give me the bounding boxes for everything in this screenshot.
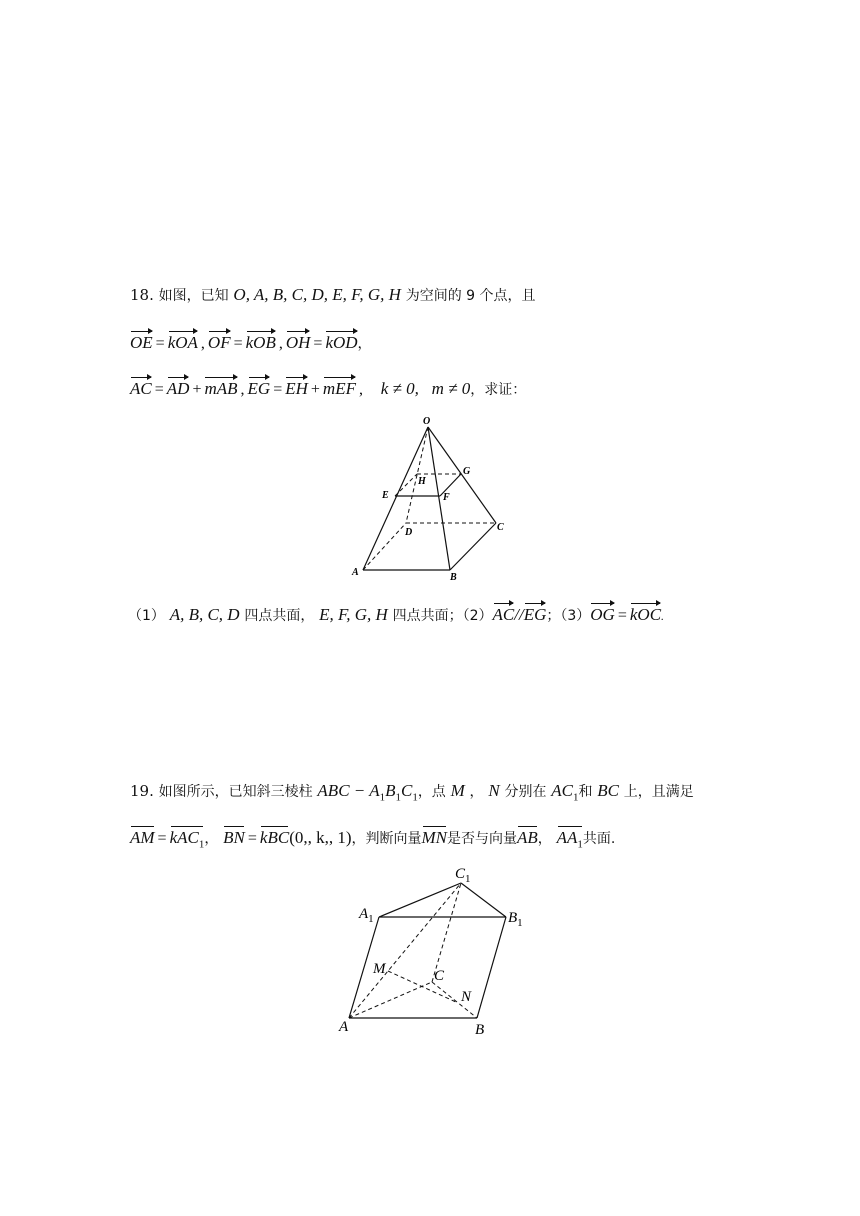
q1-text-1: 四点共面， xyxy=(244,608,315,624)
vector-EG-q2: EG xyxy=(524,600,547,626)
punct: ， xyxy=(357,336,372,352)
problem-18-questions: （1） A, B, C, D 四点共面， E, F, G, H 四点共面；（2）AC//EG；（3）OG = kOC. xyxy=(128,600,664,627)
label-N: N xyxy=(461,989,472,1005)
vector-EG: EG xyxy=(248,374,271,400)
punct: ， xyxy=(537,831,552,847)
prism-name: ABC − $A_1B_1C_1$ xyxy=(317,781,418,804)
parallel-symbol: // xyxy=(514,605,524,624)
label-D: D xyxy=(405,527,413,538)
problem-18-equations-1: OE = kOA , OF = kOB , OH = kOD， xyxy=(130,328,372,355)
vector-OH: OH xyxy=(286,328,311,354)
text-whether: 是否与向量 xyxy=(447,831,518,847)
k-range: (0,, k,, 1) xyxy=(289,828,352,847)
edge-OC xyxy=(428,427,496,523)
label-G: G xyxy=(463,466,471,477)
q1-number: （1） xyxy=(128,608,165,624)
figure-18-pyramid xyxy=(340,405,520,585)
text-point: ，点 xyxy=(417,784,446,800)
label-H: H xyxy=(418,476,426,487)
punct: ， xyxy=(204,831,219,847)
vector-mEF: mEF xyxy=(323,374,356,400)
edge-A1C1 xyxy=(379,883,461,917)
edge-AD xyxy=(363,523,406,570)
vector-MN: MN xyxy=(422,824,448,849)
vector-EH: EH xyxy=(285,374,308,400)
vector-AB: AB xyxy=(517,824,538,849)
label-B1: $B_1$ xyxy=(508,910,523,929)
q1-text-2: 四点共面；（2） xyxy=(392,608,493,624)
q1-points-EFGH: E, F, G, H xyxy=(319,605,388,624)
text-respectively: 分别在 xyxy=(504,784,547,800)
edge-C1B1 xyxy=(461,883,506,917)
edge-AC xyxy=(349,982,432,1018)
label-C1: $C_1$ xyxy=(455,866,471,885)
vector-kOC: kOC xyxy=(630,600,661,626)
label-E: E xyxy=(382,490,389,501)
vector-AA1: $AA_1$ xyxy=(557,824,583,855)
vector-kBC: kBC xyxy=(260,824,289,849)
label-A: A xyxy=(352,567,359,578)
figure-19-prism xyxy=(330,855,540,1045)
problem-19-intro xyxy=(130,780,694,808)
problem-number: 18. xyxy=(130,286,154,304)
points-list: O, A, B, C, D, E, F, G, H xyxy=(233,285,401,304)
label-A1: $A_1$ xyxy=(359,906,374,925)
q1-points-ABCD: A, B, C, D xyxy=(169,605,240,624)
vector-kOB: kOB xyxy=(246,328,276,354)
label-B: B xyxy=(475,1022,485,1038)
label-A: A xyxy=(339,1019,349,1035)
vector-AD: AD xyxy=(167,374,190,400)
label-O: O xyxy=(423,416,431,427)
vector-OG: OG xyxy=(590,600,615,626)
label-M: M xyxy=(373,961,386,977)
text-coplanar: 共面. xyxy=(582,831,616,847)
edge-AC1 xyxy=(349,883,461,1018)
text-and: 和 xyxy=(578,784,593,800)
point-N: N xyxy=(488,781,500,800)
point-M: M xyxy=(450,781,465,800)
edge-BB1 xyxy=(477,917,506,1018)
intro-text-2: 为空间的 9 个点，且 xyxy=(405,288,536,304)
period: . xyxy=(661,609,665,623)
vector-AC: AC xyxy=(130,374,152,400)
edge-OD xyxy=(406,427,428,523)
prove-text: ，求证： xyxy=(470,382,527,398)
vector-AM: AM xyxy=(130,824,155,849)
problem-19-condition: AM = kAC$_1$， BN = kBC(0,, k,, 1)，判断向量MN是否与向量AB， $AA_1$共面. xyxy=(130,824,615,855)
vector-AC-q2: AC xyxy=(493,600,515,626)
problem-number: 19. xyxy=(130,782,154,800)
condition-m: m ≠ 0 xyxy=(431,379,471,398)
segment-BC: BC xyxy=(597,781,619,800)
problem-18-equations-2: AC = AD + mAB , EG = EH + mEF , k ≠ 0, m ≠ 0，求证： xyxy=(130,374,526,401)
text-satisfy: 上，且满足 xyxy=(623,784,694,800)
label-C: C xyxy=(497,522,504,533)
edge-OA xyxy=(363,427,428,570)
vector-mAB: mAB xyxy=(204,374,237,400)
vector-BN: BN xyxy=(223,824,245,849)
vector-OF: OF xyxy=(208,328,231,354)
q3-number: ；（3） xyxy=(546,608,591,624)
label-F: F xyxy=(443,492,450,503)
vector-kAC1: kAC$_1$ xyxy=(170,824,205,855)
label-B: B xyxy=(450,572,457,583)
punct: ， xyxy=(469,784,484,800)
segment-AC1: $AC_1$ xyxy=(551,781,579,804)
vector-kOD: kOD xyxy=(325,328,357,354)
intro-text: 如图所示，已知斜三棱柱 xyxy=(158,784,313,800)
condition-k: k ≠ 0, xyxy=(380,379,419,398)
label-C: C xyxy=(434,968,445,984)
vector-OE: OE xyxy=(130,328,153,354)
text-judge: ，判断向量 xyxy=(351,831,422,847)
edge-MN xyxy=(388,971,458,1003)
intro-text: 如图，已知 xyxy=(158,288,229,304)
edge-BC xyxy=(450,523,496,570)
vector-kOA: kOA xyxy=(168,328,198,354)
problem-18-intro xyxy=(130,284,536,307)
